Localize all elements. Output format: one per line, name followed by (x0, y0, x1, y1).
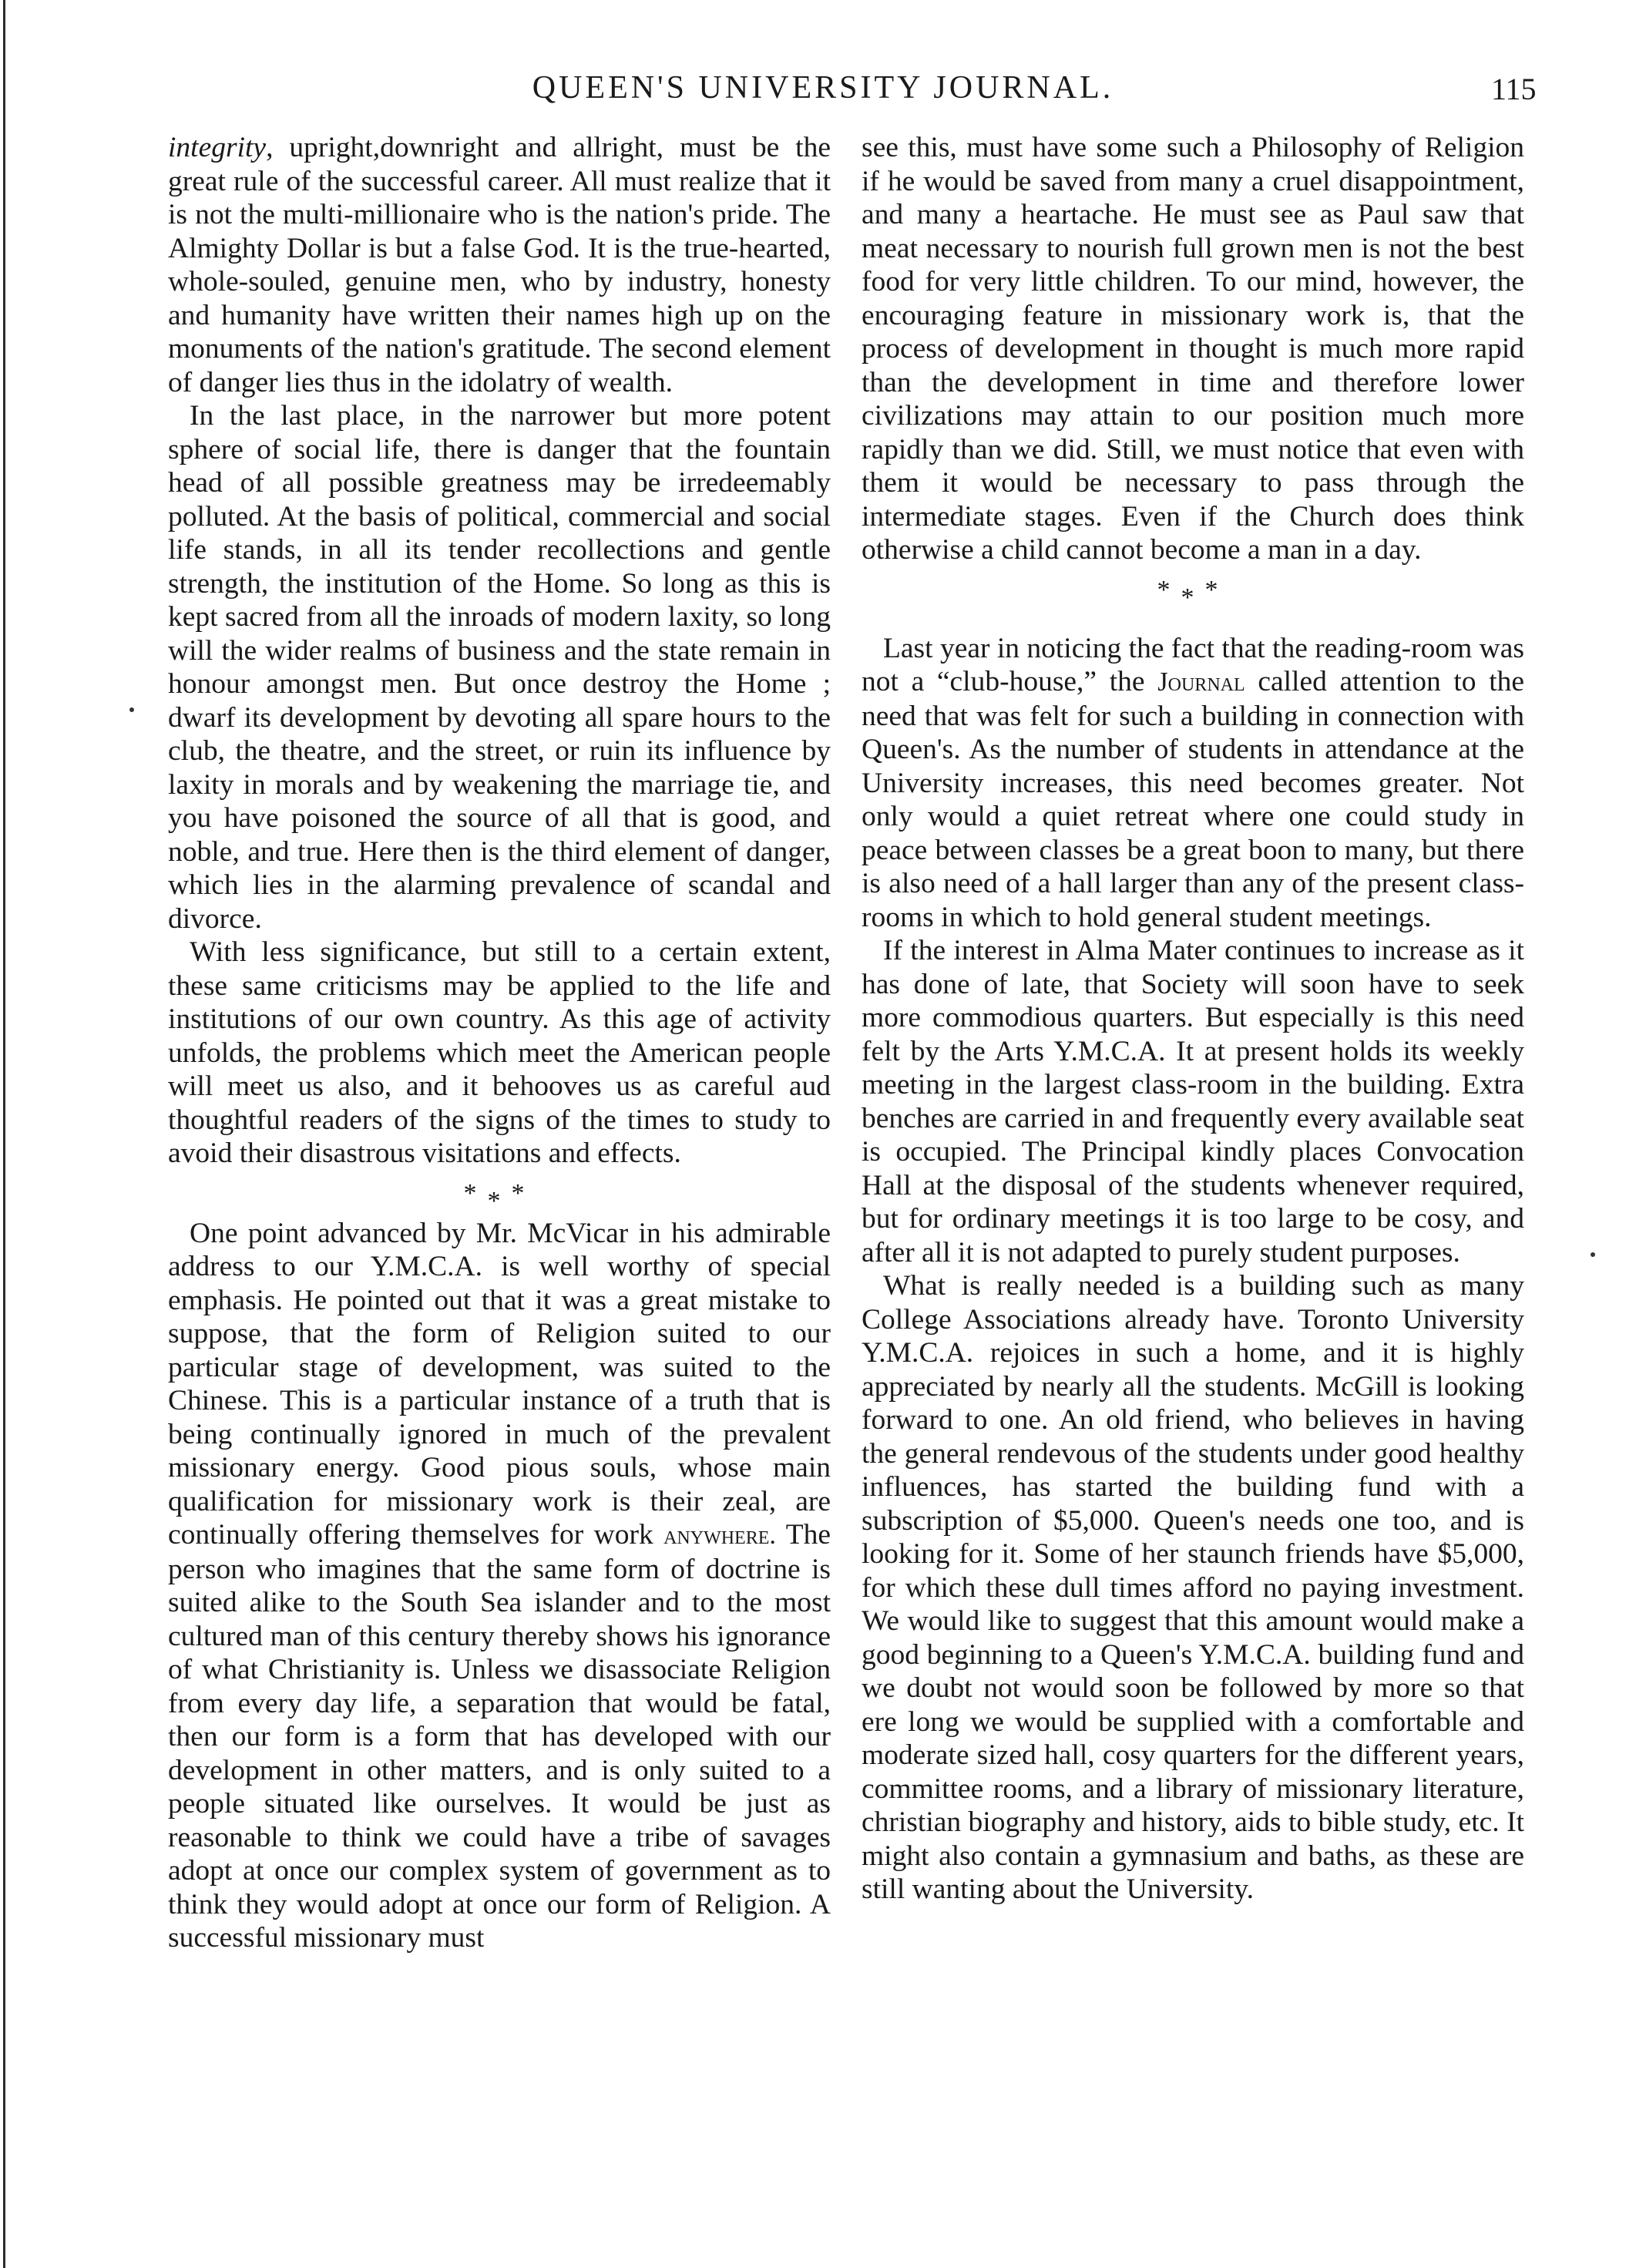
paragraph-text: called attention to the need that was felt for such a building in connection with Queen's. As the number of students in attendance at the University increases, this need becomes greater. Not only would a quiet retreat where one could study in peace between classes be a great boon to many, but there is also need of a hall larger than any of the present class-rooms in which to hold general student meetings. (862, 666, 1525, 933)
paragraph: If the interest in Alma Mater continues to increase as it has done of late, that Society will soon have to seek more commodious quarters. But especially is this need felt by the Arts Y.M.C.A. It at present holds its weekly meeting in the largest class-room in the building. Extra benches are carried in and frequently every available seat is occupied. The Principal kindly places Convocation Hall at the disposal of the students whenever required, but for ordinary meetings it is too large to be cosy, and after all it is not adapted to purely student purposes. (862, 935, 1524, 1268)
paragraph (168, 131, 831, 399)
italic-lead-word: integrity (168, 132, 267, 163)
paragraph-text: One point advanced by Mr. McVicar in his admirable address to our Y.M.C.A. is well worthy of special emphasis. He pointed out that it was a great mistake to suppose, that the form of Religion suited to our particular stage of development, was suited to the Chinese. This is a particular instance of a truth that is being continually ignored in much of the prevalent missionary energy. Good pious souls, whose main qualification for missionary work is their zeal, are continually offering themselves for work (168, 1217, 831, 1551)
section-divider-stars (862, 567, 1524, 613)
right-column (862, 131, 1524, 1907)
paragraph (168, 1217, 831, 1955)
paragraph: What is really needed is a building such as many College Associations already have. Toronto University Y.M.C.A. rejoices in such a home, and it is highly appreciated by nearly all the students. McGill is looking forward to one. An old friend, who believes in having the general rendevous of the students under good healthy influences, has started the building fund with a subscription of $5,000. Queen's needs one too, and is looking for it. Some of her staunch friends have $5,000, for which these dull times afford no paying investment. We would like to suggest that this amount would make a good beginning to a Queen's Y.M.C.A. building fund and we doubt not would soon be followed by more so that ere long we would be supplied with a comfortable and moderate sized hall, cosy quarters for the different years, committee rooms, and a library of missionary literature, christian biography and history, aids to bible study, etc. It might also contain a gymnasium and baths, as these are still wanting about the University. (862, 1270, 1524, 1905)
star: * (487, 1186, 512, 1215)
paragraph-text: The person who imagines that the same form of doctrine is suited alike to the South Sea islander and to the most cultured man of this century thereby shows his ignorance of what Christianity is. Unless we disassociate Religion from every day life, a separation that would be fatal, then our form is a form that has developed with our development in other matters, and is only suited to a people situated like ourselves. It would be just as reasonable to think we could have a tribe of savages adopt at once our complex system of government as to think they would adopt at once our form of Religion. A successful missionary must (168, 1519, 831, 1954)
star: * (1157, 575, 1181, 604)
paragraph-text: Last year in noticing the fact that the reading-room was not a “club-house,” the (862, 632, 1524, 697)
smallcaps-word: Journal (1157, 667, 1245, 697)
star: * (1181, 583, 1205, 612)
section-divider-stars (168, 1171, 831, 1217)
ink-speck (129, 707, 134, 712)
page-edge-line (3, 0, 5, 2268)
smallcaps-word: anywhere. (663, 1520, 777, 1550)
ink-speck (1591, 1252, 1595, 1257)
paragraph: With less significance, but still to a certain extent, these same criticisms may be applied to the life and institutions of our own country. As this age of activity unfolds, the problems which meet the American people will meet us also, and it behooves us as careful aud thoughtful readers of the signs of the times to study to avoid their disastrous visitations and effects. (168, 936, 831, 1169)
star: * (1204, 575, 1229, 604)
paragraph: see this, must have some such a Philosophy of Religion if he would be saved from many a cruel disappointment, and many a heartache. He must see as Paul saw that meat necessary to nourish full grown men is not the best food for very little children. To our mind, however, the encouraging feature in missionary work is, that the process of development in thought is much more rapid than the development in time and therefore lower civilizations may attain to our position much more rapidly than we did. Still, we must notice that even with them it would be necessary to pass through the intermediate stages. Even if the Church does think otherwise a child cannot become a man in a day. (862, 132, 1524, 566)
paragraph: In the last place, in the narrower but more potent sphere of social life, there is danger that the fountain head of all possible greatness may be irredeemably polluted. At the basis of political, commercial and social life stands, in all its tender recollections and gentle strength, the institution of the Home. So long as this is kept sacred from all the inroads of modern laxity, so long will the wider realms of business and the state remain in honour amongst men. But once destroy the Home ; dwarf its development by devoting all spare hours to the club, the theatre, and the street, or ruin its influence by laxity in morals and by weakening the marriage tie, and you have poisoned the source of all that is good, and noble, and true. Here then is the third element of danger, which lies in the alarming prevalence of scandal and divorce. (168, 400, 831, 935)
running-head: QUEEN'S UNIVERSITY JOURNAL. (532, 70, 1114, 106)
paragraph-text: , upright,downright and allright, must be the great rule of the successful career. All must realize that it is not the multi-millionaire who is the nation's pride. The Almighty Dollar is but a false God. It is the true-hearted, whole-souled, genuine men, who by industry, honesty and humanity have written their names high up on the monuments of the nation's gratitude. The second element of danger lies thus in the idolatry of wealth. (168, 132, 831, 398)
star: * (511, 1178, 536, 1208)
page-number: 115 (1491, 72, 1537, 106)
star: * (463, 1178, 488, 1208)
paragraph (862, 632, 1524, 935)
left-column (168, 131, 831, 1955)
